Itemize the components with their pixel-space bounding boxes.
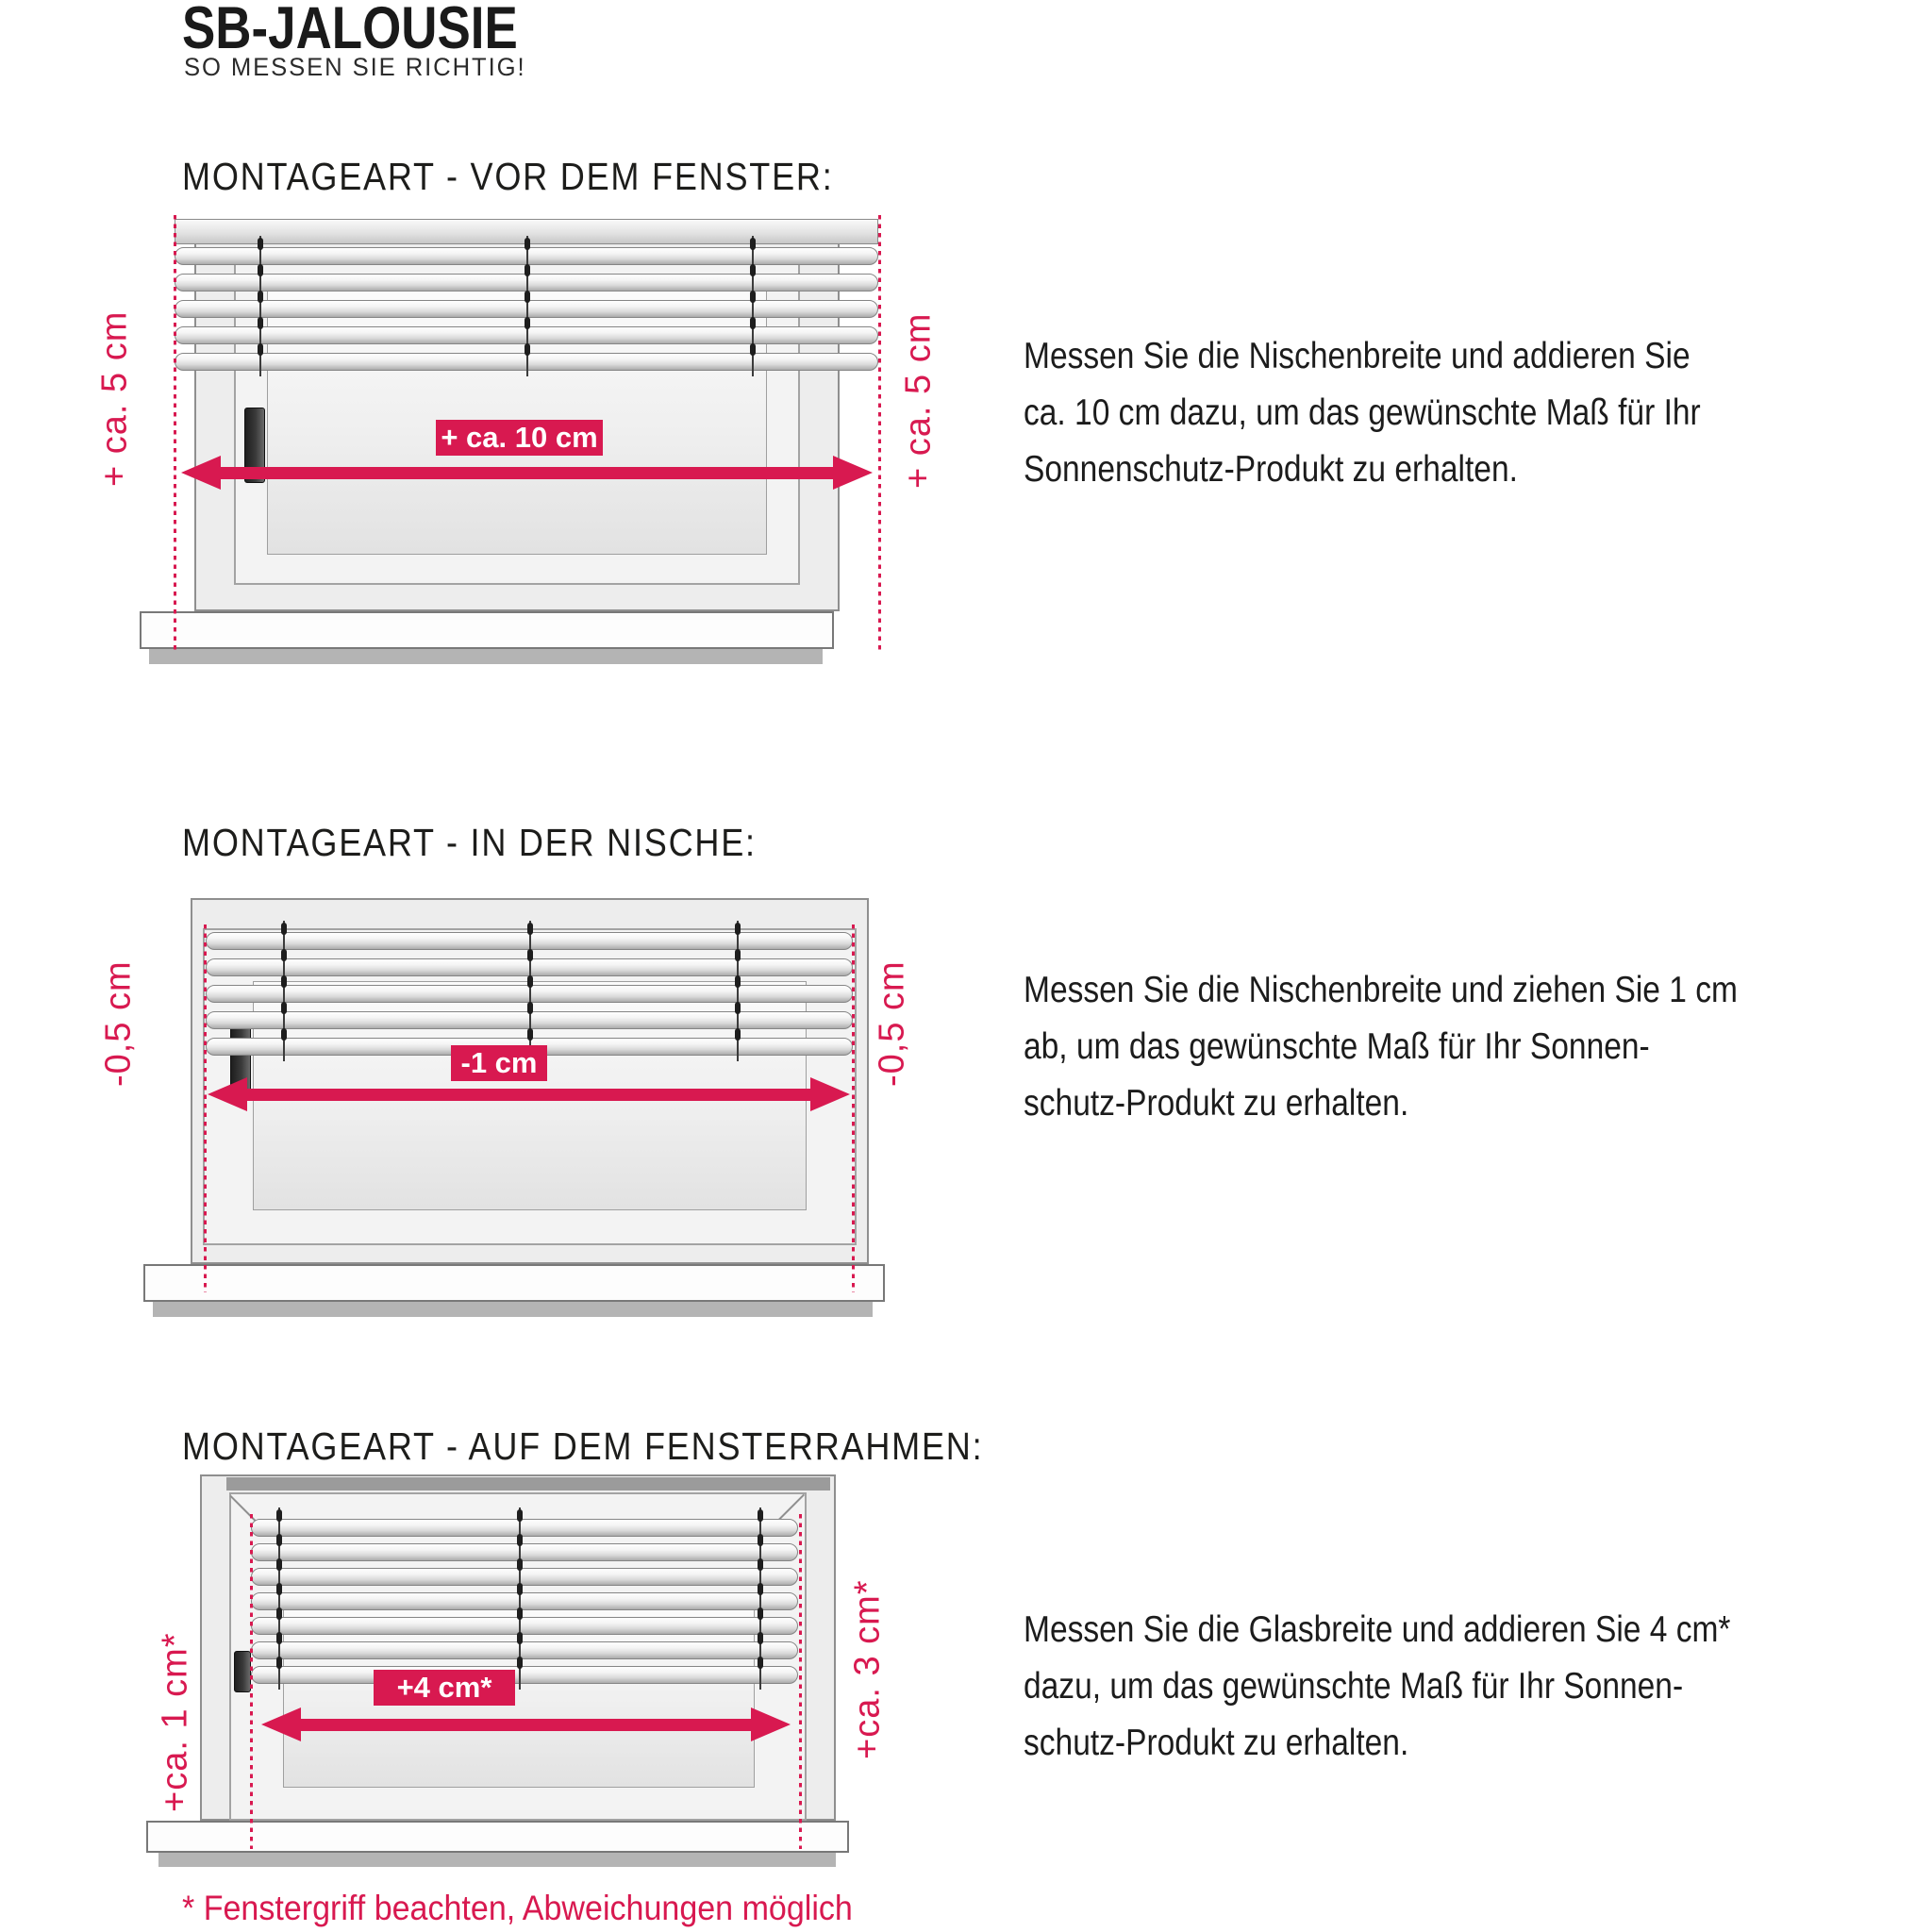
cord-bead (258, 317, 263, 329)
cord-bead (758, 1534, 763, 1546)
cord-bead (527, 1002, 533, 1014)
cord-bead (758, 1509, 763, 1522)
ladder-cord (278, 1507, 280, 1690)
measure-guide-right (852, 924, 855, 1292)
description-line: dazu, um das gewünschte Maß für Ihr Sonnen- (1024, 1666, 1684, 1707)
measure-label-left: + ca. 5 cm (94, 310, 135, 487)
measure-guide-left (174, 215, 176, 651)
cord-bead (517, 1534, 523, 1546)
cord-bead (517, 1583, 523, 1595)
description-line: schutz-Produkt zu erhalten. (1024, 1723, 1409, 1763)
blind-slat (251, 1519, 798, 1537)
cord-bead (281, 1002, 287, 1014)
arrow-bar (301, 1719, 751, 1731)
measure-label-right: -0,5 cm (872, 960, 912, 1087)
measure-label-right: +ca. 3 cm* (847, 1579, 888, 1760)
description-line: Messen Sie die Nischenbreite und ziehen Sie 1 cm (1024, 970, 1738, 1010)
measure-guide-left (204, 924, 207, 1292)
cord-bead (758, 1558, 763, 1571)
cord-bead (758, 1607, 763, 1620)
measure-badge: -1 cm (451, 1045, 547, 1081)
cord-bead (517, 1632, 523, 1644)
description-line: ca. 10 cm dazu, um das gewünschte Maß für Ihr (1024, 392, 1701, 433)
sill-shadow (149, 649, 823, 664)
blind-slat (251, 1617, 798, 1635)
blind-slat (251, 1666, 798, 1684)
footnote: * Fenstergriff beachten, Abweichungen möglich (182, 1889, 853, 1927)
ladder-cord (529, 921, 531, 1061)
arrowhead-left (208, 1077, 247, 1111)
cord-bead (258, 238, 263, 250)
cord-bead (527, 1028, 533, 1041)
description-line: ab, um das gewünschte Maß für Ihr Sonnen- (1024, 1026, 1650, 1067)
section-heading-auf-dem-fensterrahmen: MONTAGEART - AUF DEM FENSTERRAHMEN: (182, 1424, 984, 1468)
cord-bead (527, 975, 533, 988)
ladder-cord (526, 236, 528, 376)
cord-bead (758, 1583, 763, 1595)
page-title: SB-JALOUSIE (182, 0, 518, 61)
blind-slat (251, 1543, 798, 1561)
blind-slat (251, 1641, 798, 1659)
measure-label-right: + ca. 5 cm (898, 312, 939, 490)
section-heading-in-der-nische: MONTAGEART - IN DER NISCHE: (182, 821, 757, 864)
description-vor-dem-fenster (1024, 328, 1754, 498)
ladder-cord (752, 236, 754, 376)
measure-guide-right (799, 1514, 802, 1849)
window-sill (143, 1264, 885, 1302)
ladder-cord (519, 1507, 521, 1690)
blind-slat (251, 1568, 798, 1586)
ladder-cord (737, 921, 739, 1061)
cord-bead (281, 949, 287, 961)
cord-bead (525, 238, 530, 250)
cord-bead (735, 1002, 741, 1014)
description-auf-dem-fensterrahmen (1024, 1602, 1754, 1772)
cord-bead (750, 317, 756, 329)
cord-bead (525, 343, 530, 356)
cord-bead (735, 923, 741, 935)
ladder-cord (259, 236, 261, 376)
cord-bead (517, 1558, 523, 1571)
cord-bead (750, 291, 756, 303)
sill-shadow (158, 1853, 836, 1867)
cord-bead (276, 1632, 282, 1644)
measure-arrow (181, 456, 873, 490)
description-line: Messen Sie die Nischenbreite und addieren Sie (1024, 336, 1690, 376)
cord-bead (276, 1509, 282, 1522)
cord-bead (750, 343, 756, 356)
venetian-blind (206, 932, 853, 1056)
ladder-cord (283, 921, 285, 1061)
arrowhead-right (751, 1707, 791, 1741)
window-handle (234, 1651, 251, 1692)
arrow-bar (221, 467, 833, 479)
cord-bead (527, 949, 533, 961)
cord-bead (258, 343, 263, 356)
cord-bead (281, 975, 287, 988)
cord-bead (735, 1028, 741, 1041)
description-line: schutz-Produkt zu erhalten. (1024, 1083, 1409, 1124)
cord-bead (517, 1509, 523, 1522)
cord-bead (750, 264, 756, 276)
arrowhead-right (810, 1077, 850, 1111)
description-line: Messen Sie die Glasbreite und addieren Sie 4 cm* (1024, 1609, 1731, 1650)
cord-bead (276, 1583, 282, 1595)
arrow-bar (247, 1089, 810, 1101)
measure-arrow (261, 1707, 791, 1741)
venetian-blind (251, 1519, 798, 1684)
measure-arrow (208, 1077, 850, 1111)
arrowhead-right (833, 456, 873, 490)
page-subtitle: SO MESSEN SIE RICHTIG! (184, 53, 526, 81)
cord-bead (281, 1028, 287, 1041)
window-sill (140, 611, 834, 649)
cord-bead (258, 264, 263, 276)
venetian-blind (175, 247, 878, 375)
measure-badge: +4 cm* (374, 1670, 515, 1706)
cord-bead (276, 1534, 282, 1546)
cord-bead (276, 1657, 282, 1669)
cord-bead (527, 923, 533, 935)
blind-slat (251, 1592, 798, 1610)
measure-guide-left (250, 1514, 253, 1849)
measure-guide-right (878, 215, 881, 651)
cord-bead (735, 949, 741, 961)
measure-label-left: -0,5 cm (98, 960, 139, 1087)
measure-badge: + ca. 10 cm (436, 420, 603, 456)
cord-bead (758, 1657, 763, 1669)
cord-bead (276, 1558, 282, 1571)
cord-bead (525, 317, 530, 329)
ladder-cord (759, 1507, 761, 1690)
cord-bead (525, 264, 530, 276)
description-line: Sonnenschutz-Produkt zu erhalten. (1024, 449, 1518, 490)
cord-bead (735, 975, 741, 988)
frame-top-shadow (226, 1477, 830, 1491)
arrowhead-left (261, 1707, 301, 1741)
cord-bead (525, 291, 530, 303)
description-in-der-nische (1024, 962, 1754, 1132)
measure-label-left: +ca. 1 cm* (155, 1632, 195, 1813)
cord-bead (281, 923, 287, 935)
section-heading-vor-dem-fenster: MONTAGEART - VOR DEM FENSTER: (182, 155, 834, 198)
cord-bead (276, 1607, 282, 1620)
cord-bead (750, 238, 756, 250)
sill-shadow (153, 1302, 873, 1317)
arrowhead-left (181, 456, 221, 490)
cord-bead (517, 1657, 523, 1669)
cord-bead (517, 1607, 523, 1620)
cord-bead (258, 291, 263, 303)
cord-bead (758, 1632, 763, 1644)
